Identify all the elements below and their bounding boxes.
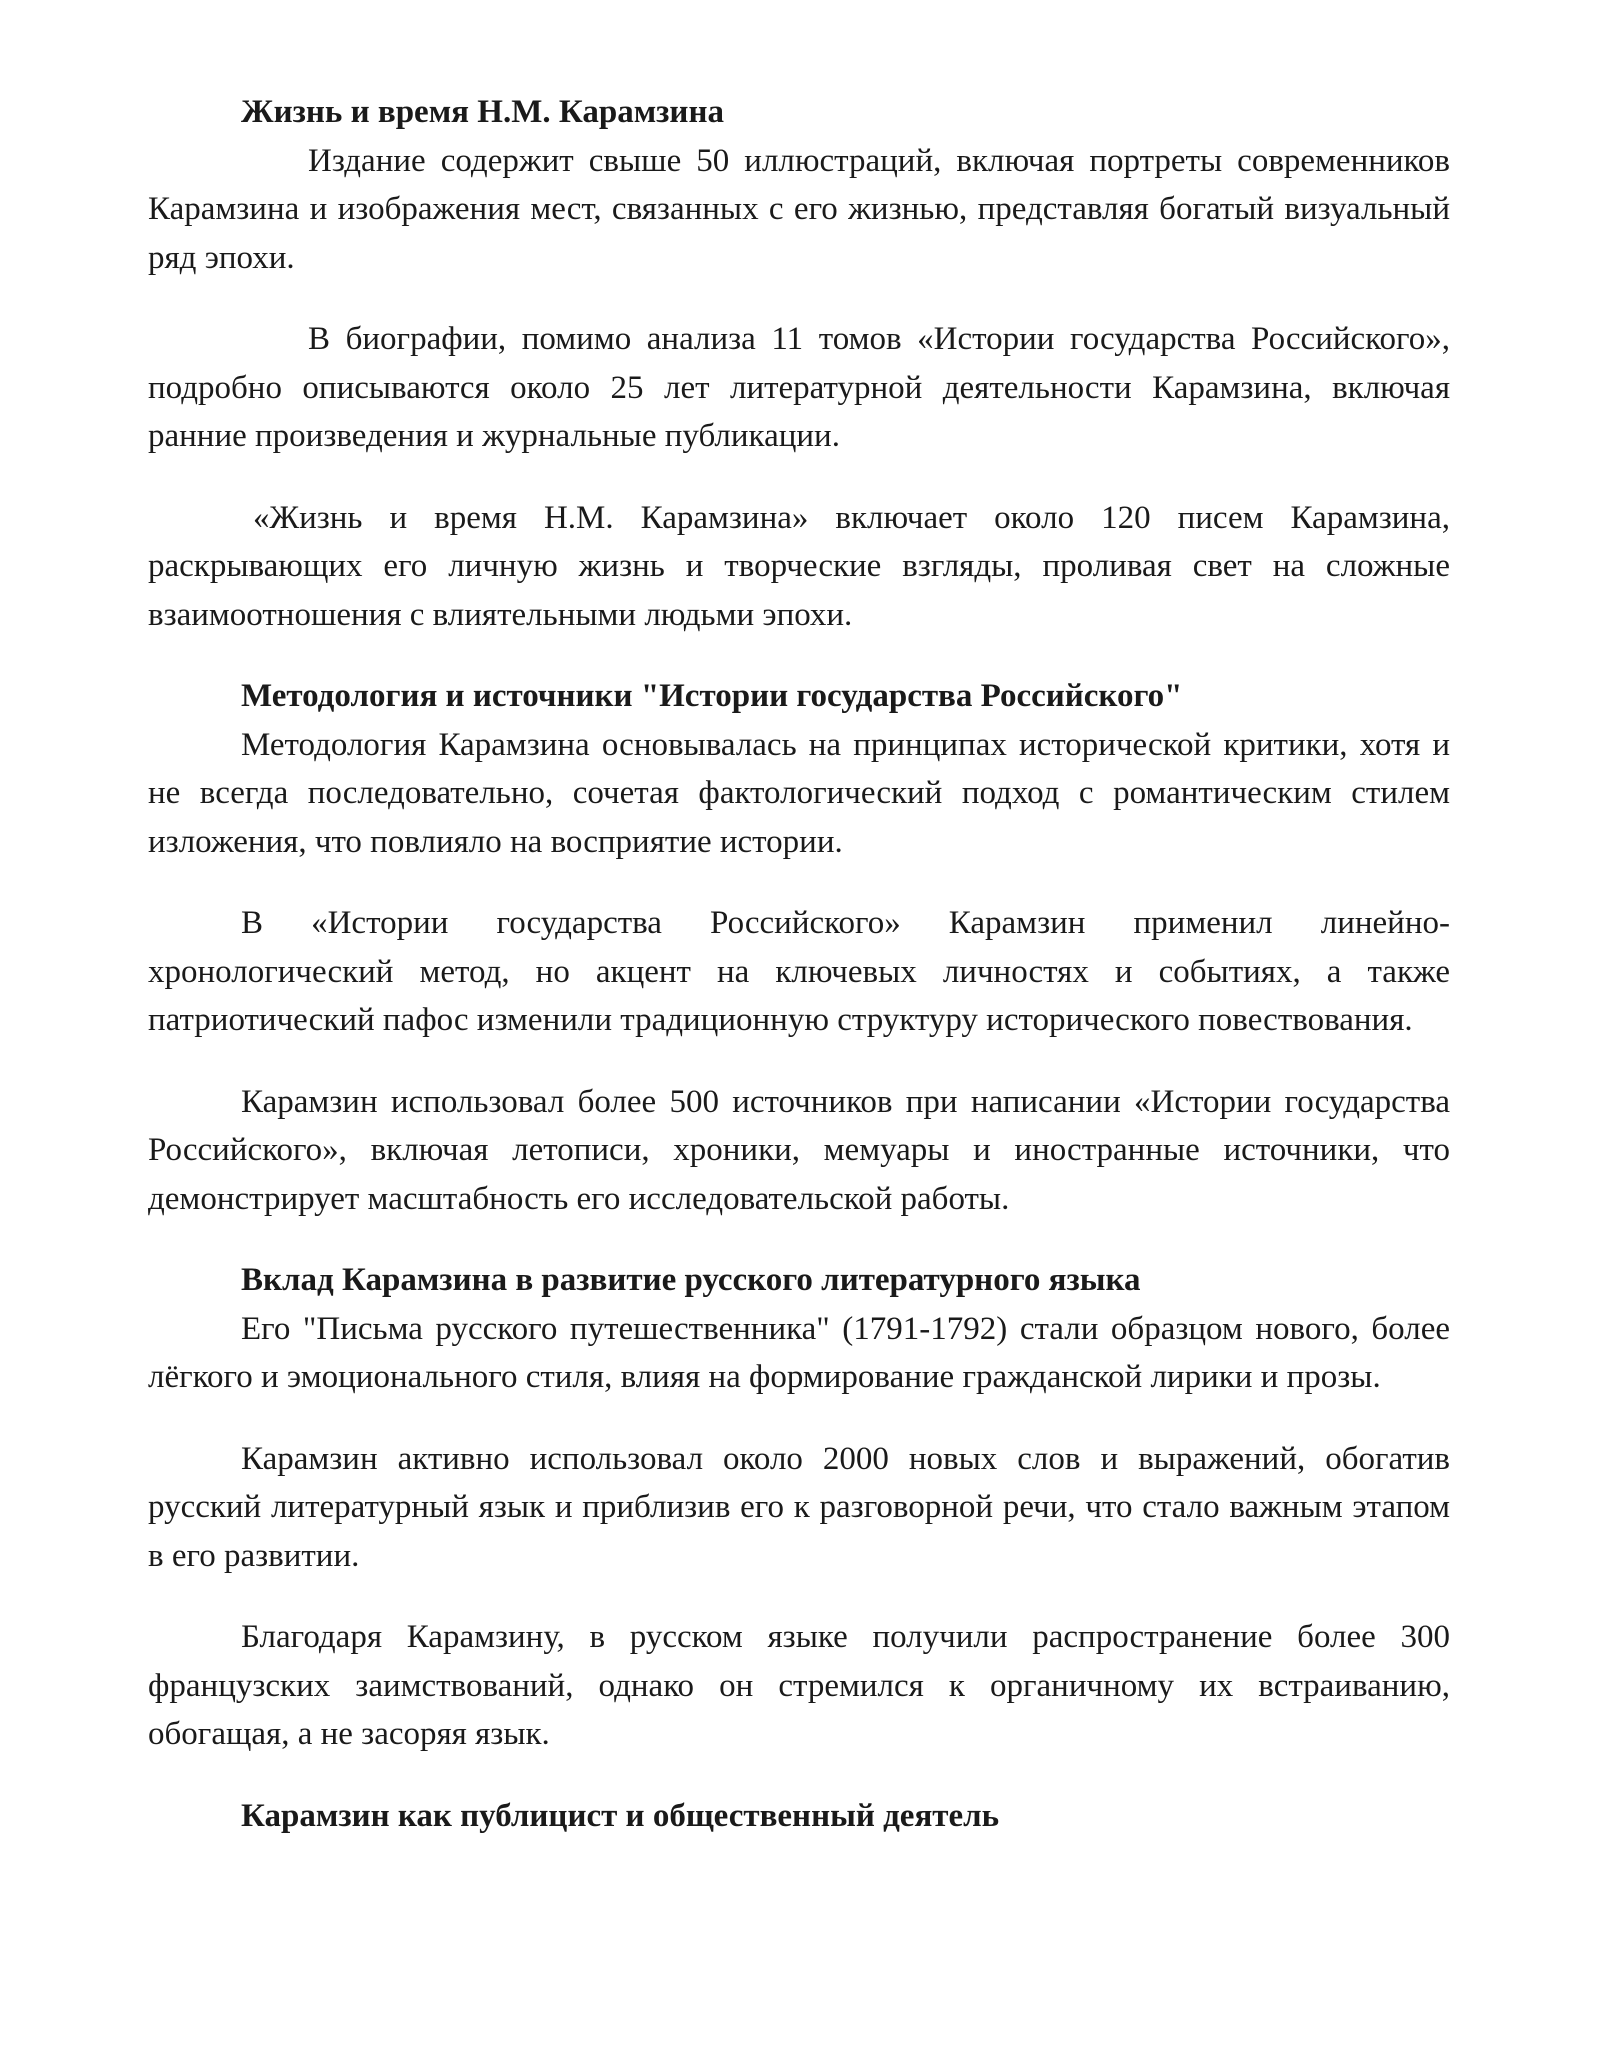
paragraph: В «Истории государства Российского» Карамзин применил линейно-хронологический метод, но акцент на ключевых личностях и событиях, а также патриотический пафос изменили традиционную структуру исторического повествования.	[148, 905, 1450, 1038]
paragraph: Издание содержит свыше 50 иллюстраций, включая портреты современников Карамзина и изображения мест, связанных с его жизнью, представляя богатый визуальный ряд эпохи.	[148, 142, 1450, 276]
paragraph: Благодаря Карамзину, в русском языке получили распространение более 300 французских заимствований, однако он стремился к органичному их встраиванию, обогащая, а не засоряя язык.	[148, 1619, 1450, 1752]
section-language-contribution	[148, 1256, 1450, 1759]
section-methodology	[148, 672, 1450, 1223]
section-heading: Жизнь и время Н.М. Карамзина	[241, 94, 724, 130]
document-page	[148, 88, 1450, 1873]
paragraph: Карамзин использовал более 500 источников при написании «Истории государства Российского», включая летописи, хроники, мемуары и иностранные источники, что демонстрирует масштабность его исследовательской работы.	[148, 1083, 1450, 1217]
paragraph: Методология Карамзина основывалась на принципах исторической критики, хотя и не всегда последовательно, сочетая фактологический подход с романтическим стилем изложения, что повлияло на восприятие истории.	[148, 726, 1450, 860]
section-heading: Методология и источники "Истории государства Российского"	[241, 678, 1183, 714]
paragraph: Его "Письма русского путешественника" (1791-1792) стали образцом нового, более лёгкого и эмоционального стиля, влияя на формирование гражданской лирики и прозы.	[148, 1310, 1450, 1395]
section-heading: Карамзин как публицист и общественный деятель	[241, 1797, 1000, 1834]
section-heading: Вклад Карамзина в развитие русского литературного языка	[241, 1262, 1141, 1298]
paragraph: «Жизнь и время Н.М. Карамзина» включает около 120 писем Карамзина, раскрывающих его личную жизнь и творческие взгляды, проливая свет на сложные взаимоотношения с влиятельными людьми эпохи.	[148, 499, 1450, 633]
paragraph: В биографии, помимо анализа 11 томов «Истории государства Российского», подробно описываются около 25 лет литературной деятельности Карамзина, включая ранние произведения и журнальные публикации.	[148, 321, 1450, 454]
section-publicist	[148, 1792, 1450, 1841]
paragraph: Карамзин активно использовал около 2000 новых слов и выражений, обогатив русский литературный язык и приблизив его к разговорной речи, что стало важным этапом в его развитии.	[148, 1440, 1450, 1574]
section-life-and-time	[148, 88, 1450, 639]
